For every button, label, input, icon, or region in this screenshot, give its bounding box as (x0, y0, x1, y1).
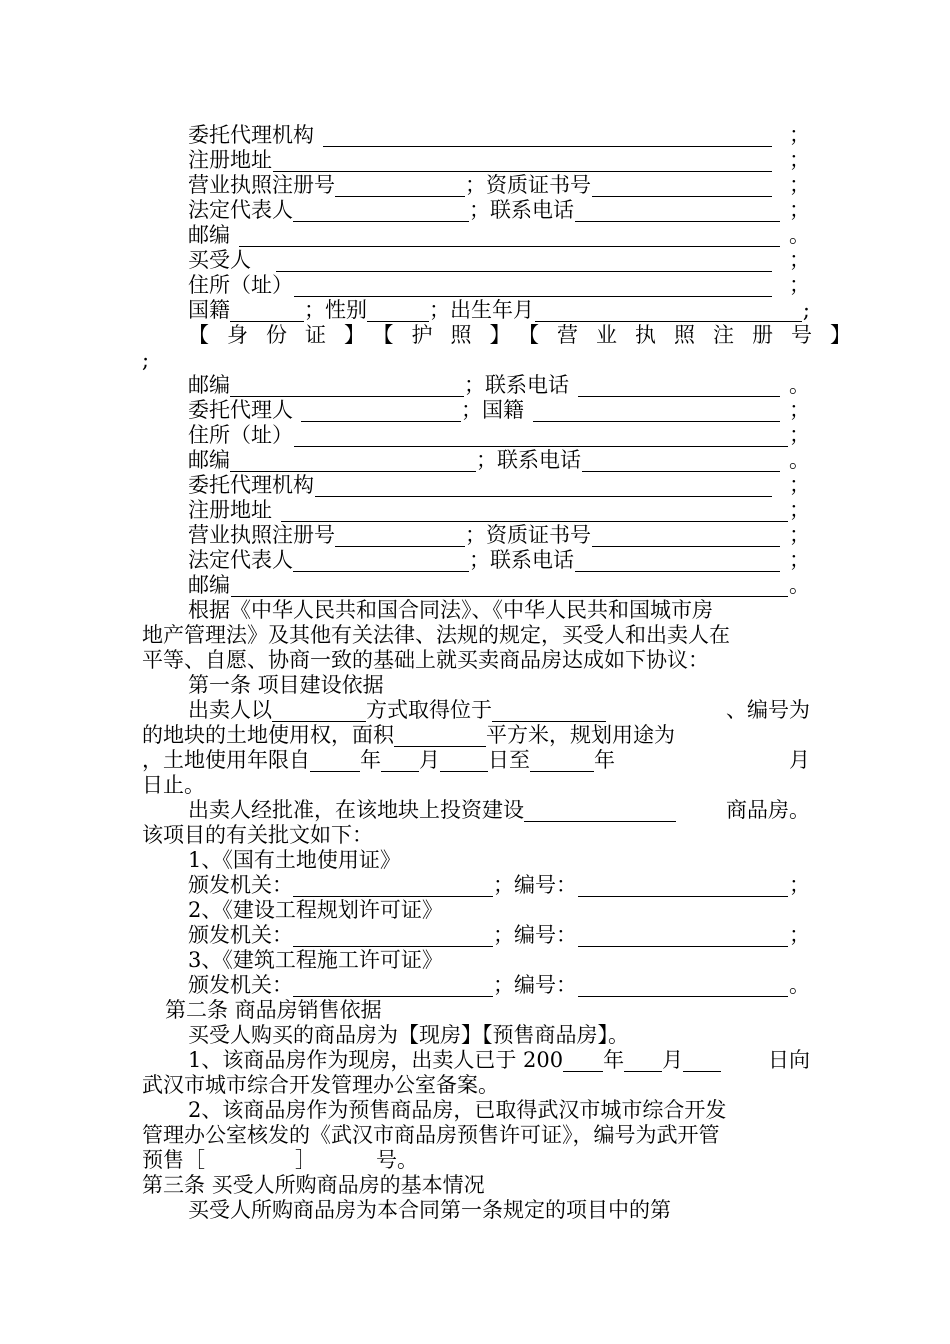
text: 月 (789, 748, 810, 772)
blank-number-1[interactable] (578, 878, 788, 897)
blank-buyer-legal-rep[interactable] (293, 553, 469, 572)
punct: ； (789, 173, 810, 197)
line-buyer-postcode (188, 373, 810, 397)
blank-buyer[interactable] (276, 253, 772, 272)
text: 号。 (376, 1148, 418, 1172)
blank-nationality[interactable] (230, 303, 304, 322)
blank-buyer-license[interactable] (335, 528, 465, 547)
blank-issuer-2[interactable] (293, 928, 493, 947)
line-agent-address (188, 423, 810, 447)
label-nationality: 国籍 (188, 298, 230, 322)
text: 日向 (768, 1048, 810, 1072)
blank-buyer-cert[interactable] (592, 528, 780, 547)
text: 月 (419, 748, 440, 772)
punct: ; (802, 298, 810, 322)
blank-record-year[interactable] (563, 1053, 603, 1072)
text: 出卖人以 (188, 698, 272, 722)
label-issuer: 颁发机关： (188, 973, 293, 997)
punct: ； (789, 523, 810, 547)
article2-p2-line2: 武汉市城市综合开发管理办公室备案。 (142, 1073, 499, 1097)
article1-title: 第一条 项目建设依据 (188, 673, 384, 697)
article1-p1-line1 (188, 698, 810, 722)
label-agent: 委托代理人 (188, 398, 293, 422)
punct: ； (493, 923, 514, 947)
blank-agent-nationality[interactable] (533, 403, 780, 422)
article2-p2-line1 (188, 1048, 810, 1072)
text: 、编号为 (726, 698, 810, 722)
label-postcode: 邮编 (188, 223, 230, 247)
text: 商品房。 (726, 798, 810, 822)
punct: ； (789, 923, 810, 947)
punct: ； (789, 148, 810, 172)
line-seller-reg-address (188, 148, 810, 172)
line-buyer-last-postcode (188, 573, 810, 597)
line-id-options (188, 323, 869, 347)
blank-phone[interactable] (575, 203, 780, 222)
line-seller-license (188, 173, 810, 197)
label-buyer-address: 住所（址） (188, 273, 293, 297)
article1-doc2-fields (188, 923, 810, 947)
punct: ； (789, 248, 810, 272)
article1-doc2: 2、《建设工程规划许可证》 (188, 898, 443, 922)
text: 出卖人经批准，在该地块上投资建设 (188, 798, 524, 822)
punct: ； (429, 298, 450, 322)
blank-agent-postcode[interactable] (230, 453, 476, 472)
label-buyer-legal-rep: 法定代表人 (188, 548, 293, 572)
label-phone: 联系电话 (490, 198, 574, 222)
blank-cert[interactable] (592, 178, 772, 197)
blank-buyer-last-postcode[interactable] (231, 578, 788, 597)
label-issuer: 颁发机关： (188, 923, 293, 947)
blank-record-month[interactable] (624, 1053, 662, 1072)
line-buyer-reg-address (188, 498, 810, 522)
line-buyer-agency (188, 473, 810, 497)
article1-doc3: 3、《建筑工程施工许可证》 (188, 948, 443, 972)
punct: ； (304, 298, 325, 322)
label-buyer-postcode: 邮编 (188, 373, 230, 397)
article1-p1-line3 (142, 748, 810, 772)
article1-p2-line2: 该项目的有关批文如下： (142, 823, 373, 847)
punct: ； (461, 398, 482, 422)
id-options: 【身份证】【护照】【营业执照注册号】 (188, 323, 869, 347)
label-license: 营业执照注册号 (188, 173, 335, 197)
punct: ； (789, 473, 810, 497)
blank-start-year[interactable] (310, 753, 360, 772)
article3-p1: 买受人所购商品房为本合同第一条规定的项目中的第 (188, 1198, 671, 1222)
article1-doc1-fields (188, 873, 810, 897)
label-buyer: 买受人 (188, 248, 251, 272)
blank-buyer-postcode[interactable] (230, 378, 464, 397)
punct: ； (789, 548, 810, 572)
article3-title: 第三条 买受人所购商品房的基本情况 (142, 1173, 485, 1197)
text: ］ (295, 1148, 316, 1172)
punct: ； (465, 173, 486, 197)
punct: ； (789, 423, 810, 447)
label-issuer: 颁发机关： (188, 873, 293, 897)
preamble-line-3: 平等、自愿、协商一致的基础上就买卖商品房达成如下协议： (142, 648, 709, 672)
text: 平方米，规划用途为 (486, 723, 675, 747)
line-agent (188, 398, 810, 422)
punct: ； (789, 873, 810, 897)
line-seller-legal-rep (188, 198, 810, 222)
punct: 。 (789, 223, 810, 247)
blank-buyer-address[interactable] (294, 278, 772, 297)
label-buyer-last-postcode: 邮编 (188, 573, 230, 597)
blank-end-year[interactable] (530, 753, 594, 772)
blank-postcode[interactable] (239, 228, 780, 247)
article2-p3-line3 (142, 1148, 810, 1172)
punct: ； (476, 448, 497, 472)
punct: ； (789, 198, 810, 222)
blank-building[interactable] (524, 803, 676, 822)
text: 的地块的土地使用权，面积 (142, 723, 394, 747)
blank-agent-phone[interactable] (582, 453, 780, 472)
text: 年 (594, 748, 615, 772)
label-buyer-legal-phone: 联系电话 (490, 548, 574, 572)
punct: 。 (789, 973, 810, 997)
line-agent-postcode (188, 448, 810, 472)
label-cert: 资质证书号 (486, 173, 591, 197)
punct: ； (469, 548, 490, 572)
article1-p1-line2 (142, 723, 810, 747)
article1-p2-line1 (188, 798, 810, 822)
article2-p3-line1: 2、该商品房作为预售商品房，已取得武汉市城市综合开发 (188, 1098, 727, 1122)
punct: ; (142, 348, 150, 372)
line-seller-postcode (188, 223, 810, 247)
text: 预售［ (142, 1148, 205, 1172)
punct: 。 (789, 573, 810, 597)
label-agent-nationality: 国籍 (482, 398, 524, 422)
punct: ； (789, 398, 810, 422)
label-number: 编号： (514, 923, 577, 947)
blank-area[interactable] (394, 728, 486, 747)
line-buyer-address (188, 273, 810, 297)
punct: ； (465, 523, 486, 547)
blank-issuer-1[interactable] (293, 878, 493, 897)
label-agent-address: 住所（址） (188, 423, 293, 447)
label-agent-postcode: 邮编 (188, 448, 230, 472)
blank-buyer-agency[interactable] (315, 478, 772, 497)
blank-agency[interactable] (323, 128, 772, 147)
label-birth: 出生年月 (450, 298, 534, 322)
line-buyer-legal-rep (188, 548, 810, 572)
punct: ； (789, 498, 810, 522)
line-id-semicolon (142, 348, 810, 372)
blank-location[interactable] (492, 703, 606, 722)
punct: ； (789, 273, 810, 297)
text: 年 (603, 1048, 625, 1072)
text: 月 (662, 1048, 684, 1072)
blank-issuer-3[interactable] (293, 978, 493, 997)
line-buyer (188, 248, 810, 272)
blank-legal-rep[interactable] (293, 203, 469, 222)
label-buyer-phone: 联系电话 (485, 373, 569, 397)
label-agency: 委托代理机构 (188, 123, 314, 147)
label-gender: 性别 (325, 298, 367, 322)
line-buyer-nationality (188, 298, 810, 322)
text: 日至 (488, 748, 530, 772)
label-buyer-agency: 委托代理机构 (188, 473, 314, 497)
article1-p1-line4: 日止。 (142, 773, 205, 797)
blank-license[interactable] (335, 178, 465, 197)
line-seller-agency (188, 123, 810, 147)
preamble-line-2: 地产管理法》及其他有关法律、法规的规定，买受人和出卖人在 (142, 623, 730, 647)
text: 1、该商品房作为现房，出卖人已于 200 (188, 1048, 564, 1072)
blank-agent-address[interactable] (294, 428, 788, 447)
punct: ； (464, 373, 485, 397)
blank-number-2[interactable] (578, 928, 788, 947)
blank-reg-address[interactable] (273, 153, 772, 172)
article1-doc3-fields (188, 973, 810, 997)
punct: ； (493, 973, 514, 997)
label-legal-rep: 法定代表人 (188, 198, 293, 222)
blank-birth[interactable] (535, 303, 802, 322)
blank-acquire-method[interactable] (272, 703, 366, 722)
label-reg-address: 注册地址 (188, 148, 272, 172)
blank-agent[interactable] (301, 403, 461, 422)
label-buyer-reg-address: 注册地址 (188, 498, 272, 522)
blank-start-day[interactable] (440, 753, 488, 772)
label-number: 编号： (514, 873, 577, 897)
blank-number-3[interactable] (578, 978, 788, 997)
article2-p3-line2: 管理办公室核发的《武汉市商品房预售许可证》，编号为武开管 (142, 1123, 720, 1147)
label-number: 编号： (514, 973, 577, 997)
punct: 。 (789, 373, 810, 397)
blank-gender[interactable] (367, 303, 429, 322)
blank-buyer-reg-address[interactable] (281, 503, 788, 522)
label-buyer-cert: 资质证书号 (486, 523, 591, 547)
article2-title: 第二条 商品房销售依据 (165, 998, 382, 1022)
line-buyer-license (188, 523, 810, 547)
blank-start-month[interactable] (381, 753, 419, 772)
article1-doc1: 1、《国有土地使用证》 (188, 848, 401, 872)
article2-p1: 买受人购买的商品房为【现房】【预售商品房】。 (188, 1023, 629, 1047)
punct: ； (789, 123, 810, 147)
punct: ； (493, 873, 514, 897)
blank-record-day[interactable] (683, 1053, 721, 1072)
blank-buyer-legal-phone[interactable] (575, 553, 780, 572)
text: 年 (360, 748, 381, 772)
punct: 。 (789, 448, 810, 472)
text: 方式取得位于 (366, 698, 492, 722)
preamble-line-1: 根据《中华人民共和国合同法》、《中华人民共和国城市房 (188, 598, 713, 622)
text: ，土地使用年限自 (142, 748, 310, 772)
blank-buyer-phone[interactable] (578, 378, 780, 397)
label-agent-phone: 联系电话 (497, 448, 581, 472)
punct: ； (469, 198, 490, 222)
label-buyer-license: 营业执照注册号 (188, 523, 335, 547)
